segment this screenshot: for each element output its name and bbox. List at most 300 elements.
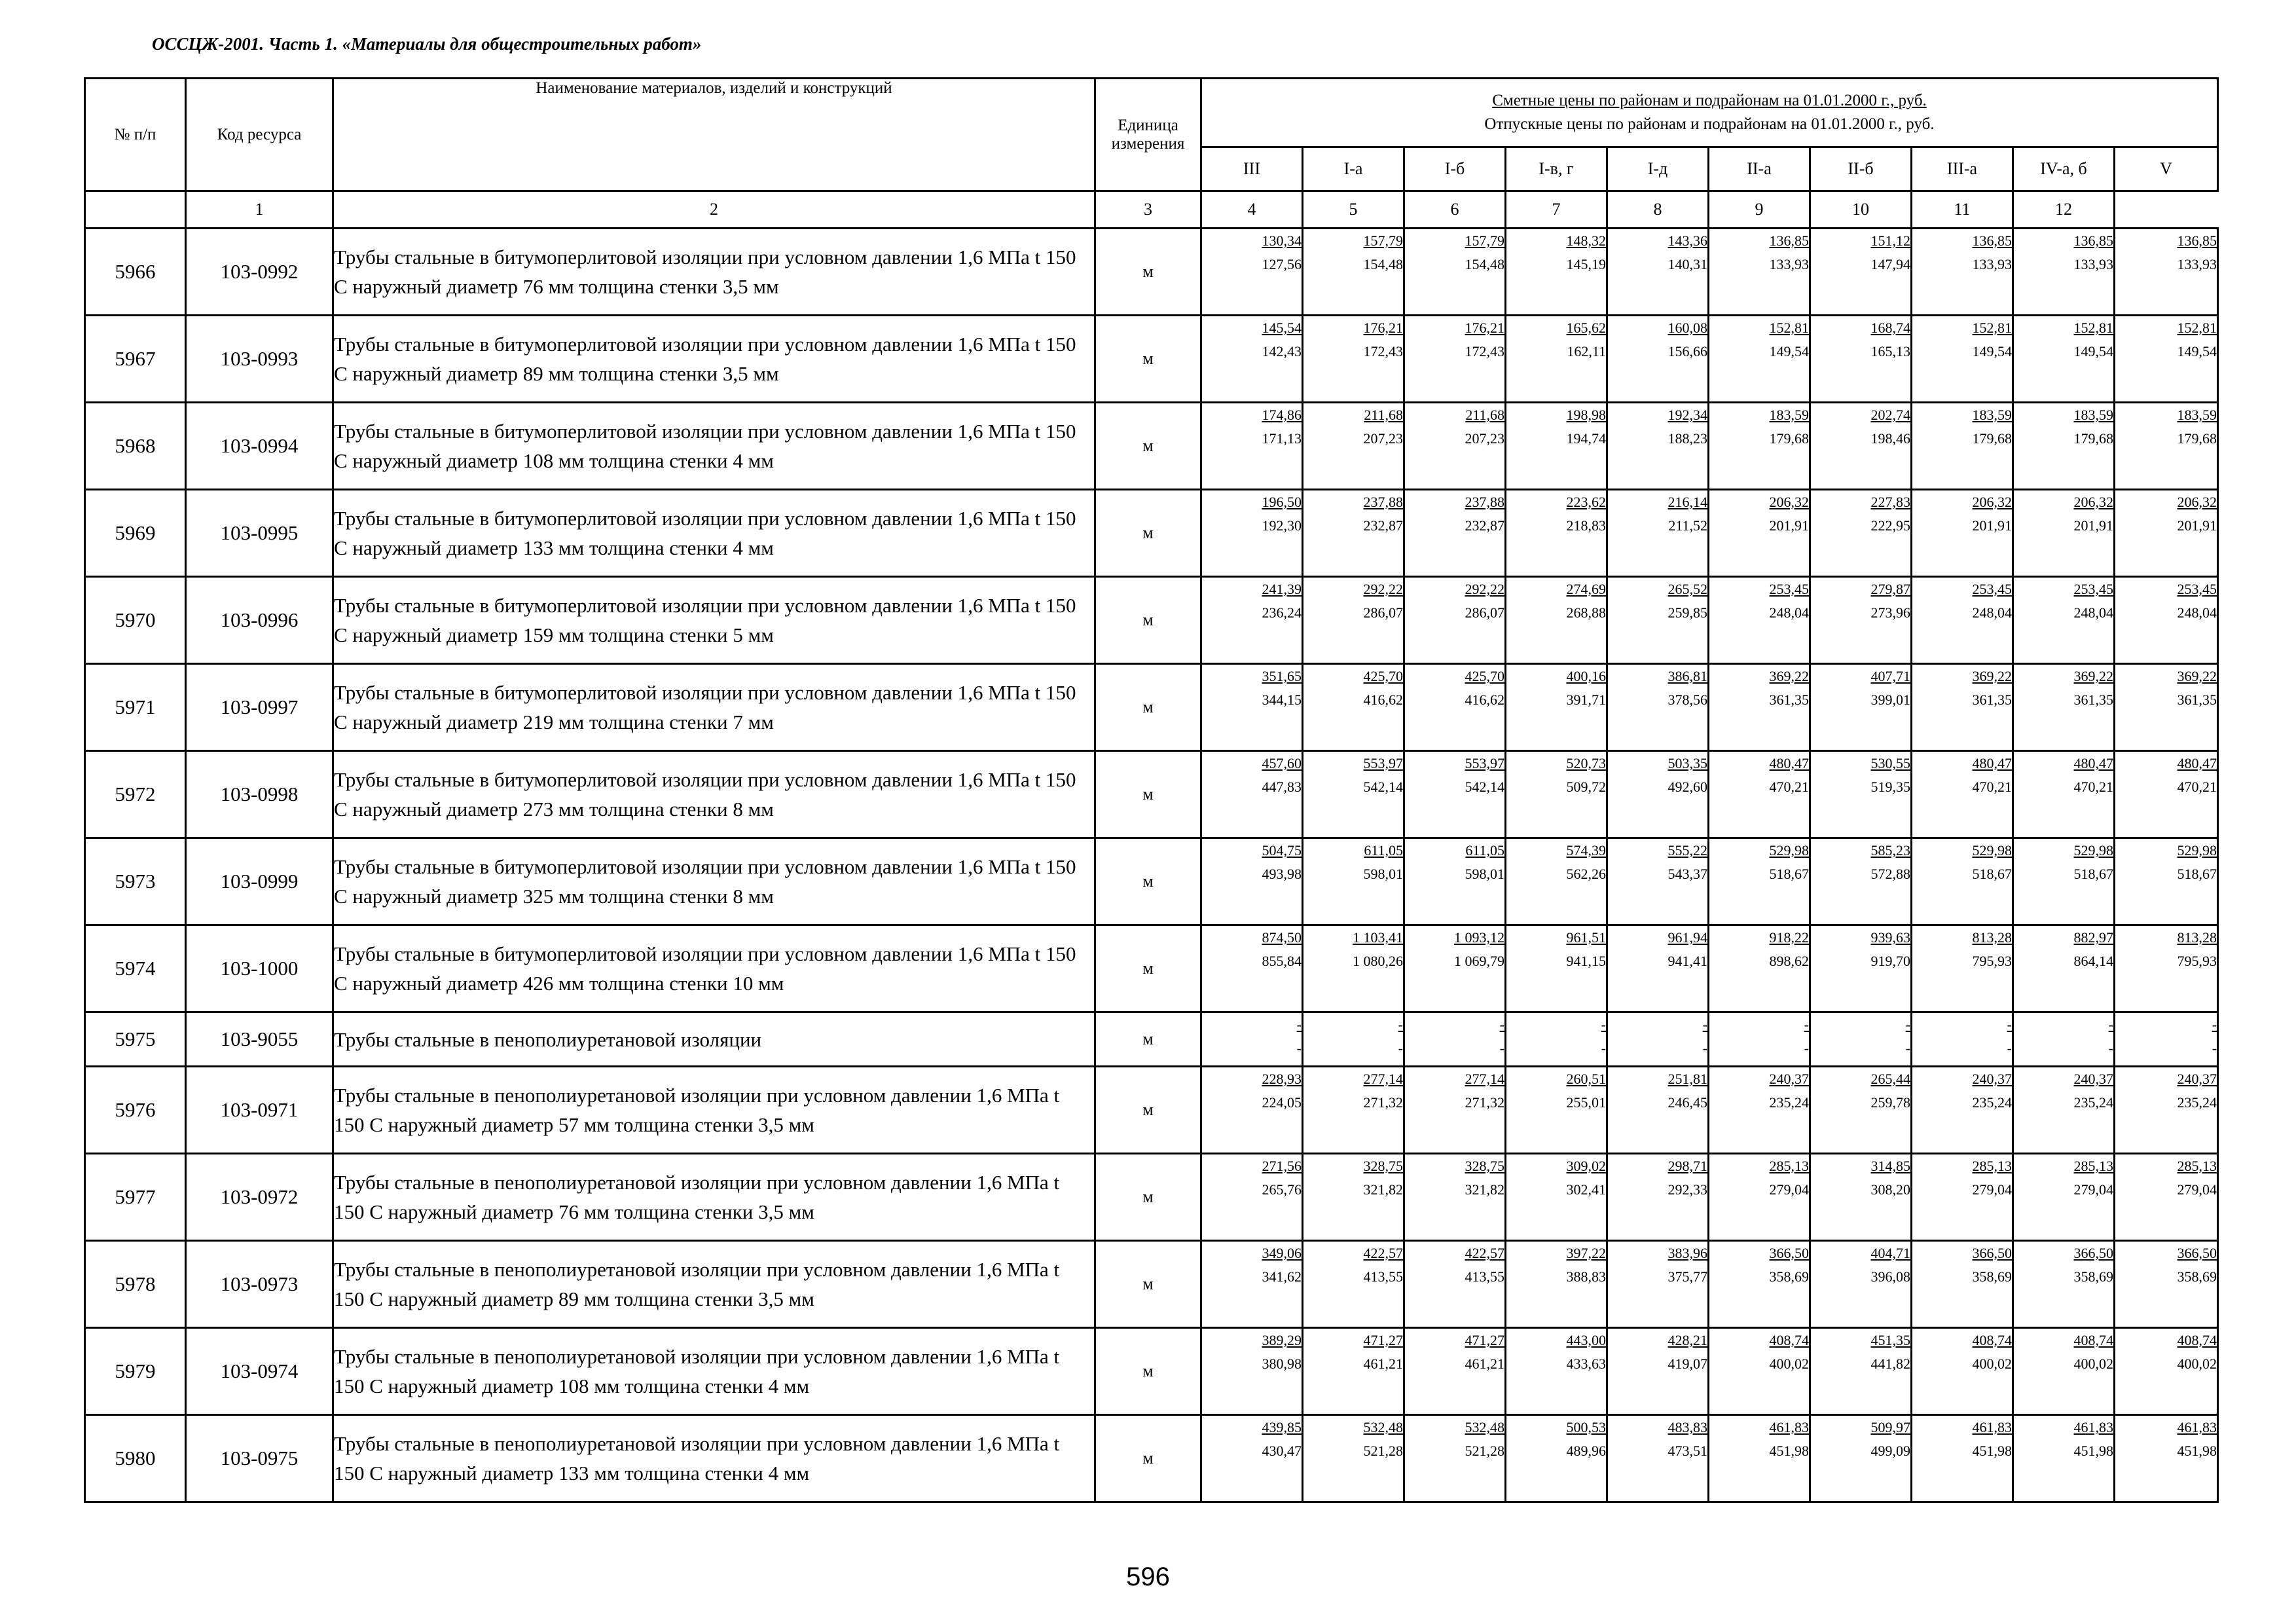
estimate-price: 529,98 [2073,842,2113,858]
region-header: III-а [1912,147,2013,191]
price-cell [1404,1067,1506,1154]
region-header: I-б [1404,147,1506,191]
release-price: 248,04 [1769,604,1809,621]
unit-of-measure: м [1095,1415,1201,1502]
price-cell [1810,229,1912,316]
release-price: 521,28 [1465,1443,1504,1459]
price-cell [1506,664,1607,751]
price-cell [1303,1415,1404,1502]
estimate-price: 265,52 [1667,581,1707,597]
estimate-price: 553,97 [1363,755,1403,771]
estimate-price: 192,34 [1667,407,1707,423]
release-price: 235,24 [2177,1094,2217,1111]
estimate-price: 237,88 [1363,494,1403,510]
price-cell [1201,403,1303,490]
price-cell [1404,664,1506,751]
column-number: 10 [1810,191,1912,229]
price-cell [2115,1415,2218,1502]
price-cell [2115,925,2218,1012]
price-cell [1404,490,1506,577]
estimate-price: 206,32 [2177,494,2217,510]
release-price: 188,23 [1667,430,1707,447]
price-cell [1810,1067,1912,1154]
table-row [85,229,2218,316]
price-cell [2013,1415,2115,1502]
estimate-price: 285,13 [1769,1158,1809,1174]
price-cell [1303,664,1404,751]
price-cell [1303,316,1404,403]
region-header: II-б [1810,147,1912,191]
release-price: 273,96 [1870,604,1910,621]
price-cell [1607,1328,1709,1415]
estimate-price: 202,74 [1870,407,1910,423]
estimate-price: - [1804,1016,1809,1033]
release-price: 416,62 [1363,692,1403,708]
release-price: 492,60 [1667,779,1707,795]
row-number: 5974 [85,925,186,1012]
price-cell [1303,1154,1404,1241]
price-cell [1607,1012,1709,1067]
row-number: 5969 [85,490,186,577]
price-cell [1709,925,1810,1012]
estimate-price: - [1398,1016,1403,1033]
price-cell [1709,1067,1810,1154]
price-cell [2013,577,2115,664]
price-cell [1810,1012,1912,1067]
estimate-price: 196,50 [1262,494,1302,510]
material-name: Трубы стальные в битумоперлитовой изоляции при условном давлении 1,6 МПа t 150 С наружный диаметр 325 мм толщина стенки 8 мм [333,838,1095,925]
estimate-price: 457,60 [1262,755,1302,771]
release-price: 133,93 [2073,256,2113,272]
release-price: 451,98 [1769,1443,1809,1459]
release-price: - [1601,1040,1606,1056]
estimate-price: 143,36 [1667,232,1707,249]
row-number: 5968 [85,403,186,490]
price-cell [2013,1241,2115,1328]
estimate-price: 529,98 [1769,842,1809,858]
release-price: 235,24 [1769,1094,1809,1111]
release-price: 598,01 [1465,866,1504,882]
row-number: 5979 [85,1328,186,1415]
estimate-price: 198,98 [1566,407,1606,423]
estimate-price: 292,22 [1363,581,1403,597]
unit-of-measure: м [1095,925,1201,1012]
price-cell [1607,1241,1709,1328]
resource-code: 103-9055 [186,1012,333,1067]
release-price: 154,48 [1363,256,1403,272]
release-price: 165,13 [1870,343,1910,360]
release-price: 149,54 [2177,343,2217,360]
release-price: 416,62 [1465,692,1504,708]
release-price: 562,26 [1566,866,1606,882]
material-name: Трубы стальные в битумоперлитовой изоляции при условном давлении 1,6 МПа t 150 С наружный диаметр 133 мм толщина стенки 4 мм [333,490,1095,577]
estimate-price: 555,22 [1667,842,1707,858]
release-price: 172,43 [1363,343,1403,360]
release-price: 236,24 [1262,604,1302,621]
release-price: 451,98 [1972,1443,2012,1459]
estimate-price: 176,21 [1363,320,1403,336]
estimate-price: 176,21 [1465,320,1504,336]
release-price: 470,21 [2073,779,2113,795]
price-cell [1607,1067,1709,1154]
release-price: 358,69 [2073,1268,2113,1285]
row-number: 5972 [85,751,186,838]
price-cell [1201,925,1303,1012]
material-name: Трубы стальные в пенополиуретановой изоляции [333,1012,1095,1067]
release-price: 493,98 [1262,866,1302,882]
release-price: - [2007,1040,2012,1056]
estimate-price: 253,45 [1972,581,2012,597]
material-name: Трубы стальные в битумоперлитовой изоляции при условном давлении 1,6 МПа t 150 С наружный диаметр 159 мм толщина стенки 5 мм [333,577,1095,664]
release-price: 232,87 [1363,517,1403,534]
table-row [85,490,2218,577]
estimate-price: 183,59 [1769,407,1809,423]
table-row [85,925,2218,1012]
price-cell [1709,316,1810,403]
estimate-price: 240,37 [2073,1071,2113,1087]
estimate-price: 451,35 [1870,1332,1910,1348]
row-number: 5978 [85,1241,186,1328]
estimate-price: 961,94 [1667,929,1707,946]
estimate-price: 461,83 [2177,1419,2217,1435]
estimate-price: 529,98 [1972,842,2012,858]
unit-of-measure: м [1095,664,1201,751]
release-price: 388,83 [1566,1268,1606,1285]
release-price: 179,68 [1972,430,2012,447]
region-header: I-д [1607,147,1709,191]
price-cell [2115,1241,2218,1328]
price-cell [1912,1012,2013,1067]
release-price: 211,52 [1668,517,1707,534]
price-cell [1912,1241,2013,1328]
unit-of-measure: м [1095,490,1201,577]
release-price: 248,04 [2073,604,2113,621]
price-cell [2013,490,2115,577]
release-price: 572,88 [1870,866,1910,882]
release-price: 133,93 [2177,256,2217,272]
estimate-price: 369,22 [1769,668,1809,684]
price-cell [1709,1328,1810,1415]
price-cell [1303,403,1404,490]
unit-of-measure: м [1095,1241,1201,1328]
price-table [84,77,2219,1503]
estimate-price: 483,83 [1667,1419,1707,1435]
release-price: 941,41 [1667,953,1707,969]
price-cell [1506,1415,1607,1502]
release-price: 179,68 [2177,430,2217,447]
row-number: 5971 [85,664,186,751]
estimate-price: 145,54 [1262,320,1302,336]
unit-of-measure: м [1095,838,1201,925]
estimate-price: 277,14 [1363,1071,1403,1087]
estimate-price: 471,27 [1363,1332,1403,1348]
price-cell [1912,577,2013,664]
resource-code: 103-0997 [186,664,333,751]
estimate-price: 206,32 [2073,494,2113,510]
material-name: Трубы стальные в битумоперлитовой изоляции при условном давлении 1,6 МПа t 150 С наружный диаметр 273 мм толщина стенки 8 мм [333,751,1095,838]
release-price: 147,94 [1870,256,1910,272]
release-price: 149,54 [1769,343,1809,360]
price-cell [1607,577,1709,664]
estimate-price: 408,74 [2177,1332,2217,1348]
estimate-price: 211,68 [1364,407,1403,423]
price-cell [1201,1328,1303,1415]
release-price: 509,72 [1566,779,1606,795]
header-row-top [85,79,2218,147]
price-cell [1506,229,1607,316]
release-price: 375,77 [1667,1268,1707,1285]
release-price: 248,04 [1972,604,2012,621]
column-number: 4 [1201,191,1303,229]
column-number: 3 [1095,191,1201,229]
region-header: IV-а, б [2013,147,2115,191]
row-number: 5976 [85,1067,186,1154]
estimate-price: 366,50 [1769,1245,1809,1261]
table-row [85,1067,2218,1154]
release-price: 321,82 [1363,1181,1403,1198]
price-cell [1506,838,1607,925]
estimate-price: 349,06 [1262,1245,1302,1261]
release-price: 451,98 [2177,1443,2217,1459]
estimate-price: 532,48 [1363,1419,1403,1435]
estimate-price: 240,37 [1972,1071,2012,1087]
unit-of-measure: м [1095,403,1201,490]
unit-of-measure: м [1095,577,1201,664]
estimate-price: 1 093,12 [1454,929,1504,946]
release-price: 941,15 [1566,953,1606,969]
release-price: - [1905,1040,1910,1056]
release-price: 265,76 [1262,1181,1302,1198]
release-price: 308,20 [1870,1181,1910,1198]
price-cell [1201,1154,1303,1241]
price-cell [2013,1012,2115,1067]
column-number: 12 [2013,191,2115,229]
column-number-blank [85,191,186,229]
estimate-price: 383,96 [1667,1245,1707,1261]
estimate-price: 271,56 [1262,1158,1302,1174]
estimate-price: 443,00 [1566,1332,1606,1348]
price-cell [1709,1415,1810,1502]
price-cell [1506,751,1607,838]
price-cell [1404,1154,1506,1241]
release-price: 461,21 [1465,1356,1504,1372]
price-cell [1506,1328,1607,1415]
estimate-price: 425,70 [1363,668,1403,684]
column-number: 7 [1506,191,1607,229]
price-cell [1912,664,2013,751]
price-cell [1912,1067,2013,1154]
price-cell [1709,1154,1810,1241]
price-cell [1912,751,2013,838]
estimate-price: 240,37 [2177,1071,2217,1087]
resource-code: 103-0975 [186,1415,333,1502]
estimate-price: 813,28 [2177,929,2217,946]
price-cell [2013,403,2115,490]
estimate-price: 366,50 [2073,1245,2113,1261]
release-price: 149,54 [2073,343,2113,360]
release-price: 321,82 [1465,1181,1504,1198]
unit-of-measure: м [1095,316,1201,403]
row-number: 5975 [85,1012,186,1067]
price-cell [1709,490,1810,577]
estimate-price: 136,85 [2073,232,2113,249]
estimate-price: 369,22 [1972,668,2012,684]
resource-code: 103-0998 [186,751,333,838]
material-name: Трубы стальные в битумоперлитовой изоляции при условном давлении 1,6 МПа t 150 С наружный диаметр 219 мм толщина стенки 7 мм [333,664,1095,751]
material-name: Трубы стальные в пенополиуретановой изоляции при условном давлении 1,6 МПа t 150 С наружный диаметр 108 мм толщина стенки 4 мм [333,1328,1095,1415]
material-name: Трубы стальные в битумоперлитовой изоляции при условном давлении 1,6 МПа t 150 С наружный диаметр 76 мм толщина стенки 3,5 мм [333,229,1095,316]
price-cell [2013,838,2115,925]
estimate-price: 157,79 [1465,232,1504,249]
release-price: 543,37 [1667,866,1707,882]
estimate-price: 480,47 [2177,755,2217,771]
price-cell [1912,925,2013,1012]
estimate-price: 425,70 [1465,668,1504,684]
material-name: Трубы стальные в пенополиуретановой изоляции при условном давлении 1,6 МПа t 150 С наружный диаметр 133 мм толщина стенки 4 мм [333,1415,1095,1502]
release-price: 344,15 [1262,692,1302,708]
price-cell [1912,229,2013,316]
estimate-price: 183,59 [1972,407,2012,423]
estimate-price: - [1702,1016,1707,1033]
release-price: 201,91 [1769,517,1809,534]
release-price: 358,69 [1972,1268,2012,1285]
release-price: 286,07 [1465,604,1504,621]
estimate-price: 136,85 [1769,232,1809,249]
price-cell [2013,316,2115,403]
column-number: 5 [1303,191,1404,229]
price-cell [1810,577,1912,664]
estimate-price: 157,79 [1363,232,1403,249]
release-price: 194,74 [1566,430,1606,447]
estimate-price: 151,12 [1870,232,1910,249]
release-price: 207,23 [1363,430,1403,447]
estimate-price: 183,59 [2073,407,2113,423]
price-cell [1303,751,1404,838]
price-cell [1810,403,1912,490]
row-number: 5977 [85,1154,186,1241]
price-cell [1506,1012,1607,1067]
release-price: 235,24 [1972,1094,2012,1111]
table-row [85,1154,2218,1241]
release-price: 400,02 [2073,1356,2113,1372]
estimate-price: 520,73 [1566,755,1606,771]
price-cell [2013,1154,2115,1241]
price-cell [1303,490,1404,577]
price-cell [1506,1241,1607,1328]
estimate-price: 285,13 [2073,1158,2113,1174]
estimate-price: 386,81 [1667,668,1707,684]
row-number: 5970 [85,577,186,664]
release-price: 246,45 [1667,1094,1707,1111]
estimate-price: 130,34 [1262,232,1302,249]
estimate-price: 328,75 [1363,1158,1403,1174]
release-price: 232,87 [1465,517,1504,534]
estimate-price: 480,47 [2073,755,2113,771]
estimate-price: 152,81 [1972,320,2012,336]
estimate-price: 480,47 [1769,755,1809,771]
unit-of-measure: м [1095,1012,1201,1067]
price-cell [2013,229,2115,316]
price-cell [1709,403,1810,490]
column-number: 1 [186,191,333,229]
estimate-price: - [1296,1016,1302,1033]
estimate-price: 585,23 [1870,842,1910,858]
release-price: 171,13 [1262,430,1302,447]
column-number: 9 [1709,191,1810,229]
release-price: 795,93 [1972,953,2012,969]
release-price: 919,70 [1870,953,1910,969]
estimate-price: 253,45 [2177,581,2217,597]
release-price: 400,02 [1972,1356,2012,1372]
estimate-price: 366,50 [2177,1245,2217,1261]
price-cell [1201,577,1303,664]
estimate-price: 461,83 [1972,1419,2012,1435]
release-price: 127,56 [1262,256,1302,272]
estimate-price: 211,68 [1465,407,1504,423]
table-body [85,229,2218,1502]
price-cell [1506,577,1607,664]
price-cell [2013,1067,2115,1154]
table-row [85,1241,2218,1328]
estimate-price: 298,71 [1667,1158,1707,1174]
price-cell [2013,751,2115,838]
release-price: 154,48 [1465,256,1504,272]
estimate-price: 240,37 [1769,1071,1809,1087]
release-price: 361,35 [1972,692,2012,708]
header-row-numbers [85,191,2218,229]
estimate-price: 152,81 [2073,320,2113,336]
estimate-price: 369,22 [2177,668,2217,684]
release-price: - [1398,1040,1403,1056]
price-cell [1201,751,1303,838]
release-price: 391,71 [1566,692,1606,708]
estimate-price: 408,74 [1972,1332,2012,1348]
release-price: 218,83 [1566,517,1606,534]
release-price: 207,23 [1465,430,1504,447]
release-price: 279,04 [2073,1181,2113,1198]
unit-of-measure: м [1095,1067,1201,1154]
estimate-price: 160,08 [1667,320,1707,336]
price-cell [1303,1067,1404,1154]
estimate-price: 813,28 [1972,929,2012,946]
price-cell [1201,316,1303,403]
estimate-price: 939,63 [1870,929,1910,946]
estimate-price: 241,39 [1262,581,1302,597]
estimate-price: 206,32 [1972,494,2012,510]
estimate-price: 223,62 [1566,494,1606,510]
estimate-price: 165,62 [1566,320,1606,336]
price-cell [1709,229,1810,316]
estimate-price: 439,85 [1262,1419,1302,1435]
estimate-price: 206,32 [1769,494,1809,510]
price-cell [1201,1067,1303,1154]
estimate-price: 228,93 [1262,1071,1302,1087]
estimate-price: 422,57 [1465,1245,1504,1261]
release-price: 248,04 [2177,604,2217,621]
estimate-price: 611,05 [1364,842,1403,858]
release-price: 898,62 [1769,953,1809,969]
price-cell [1709,838,1810,925]
release-price: 400,02 [2177,1356,2217,1372]
release-price: 140,31 [1667,256,1707,272]
price-cell [1912,1415,2013,1502]
release-price: 473,51 [1667,1443,1707,1459]
release-price: 519,35 [1870,779,1910,795]
release-price: 302,41 [1566,1181,1606,1198]
price-cell [2115,751,2218,838]
price-cell [2115,1154,2218,1241]
price-cell [2115,1012,2218,1067]
